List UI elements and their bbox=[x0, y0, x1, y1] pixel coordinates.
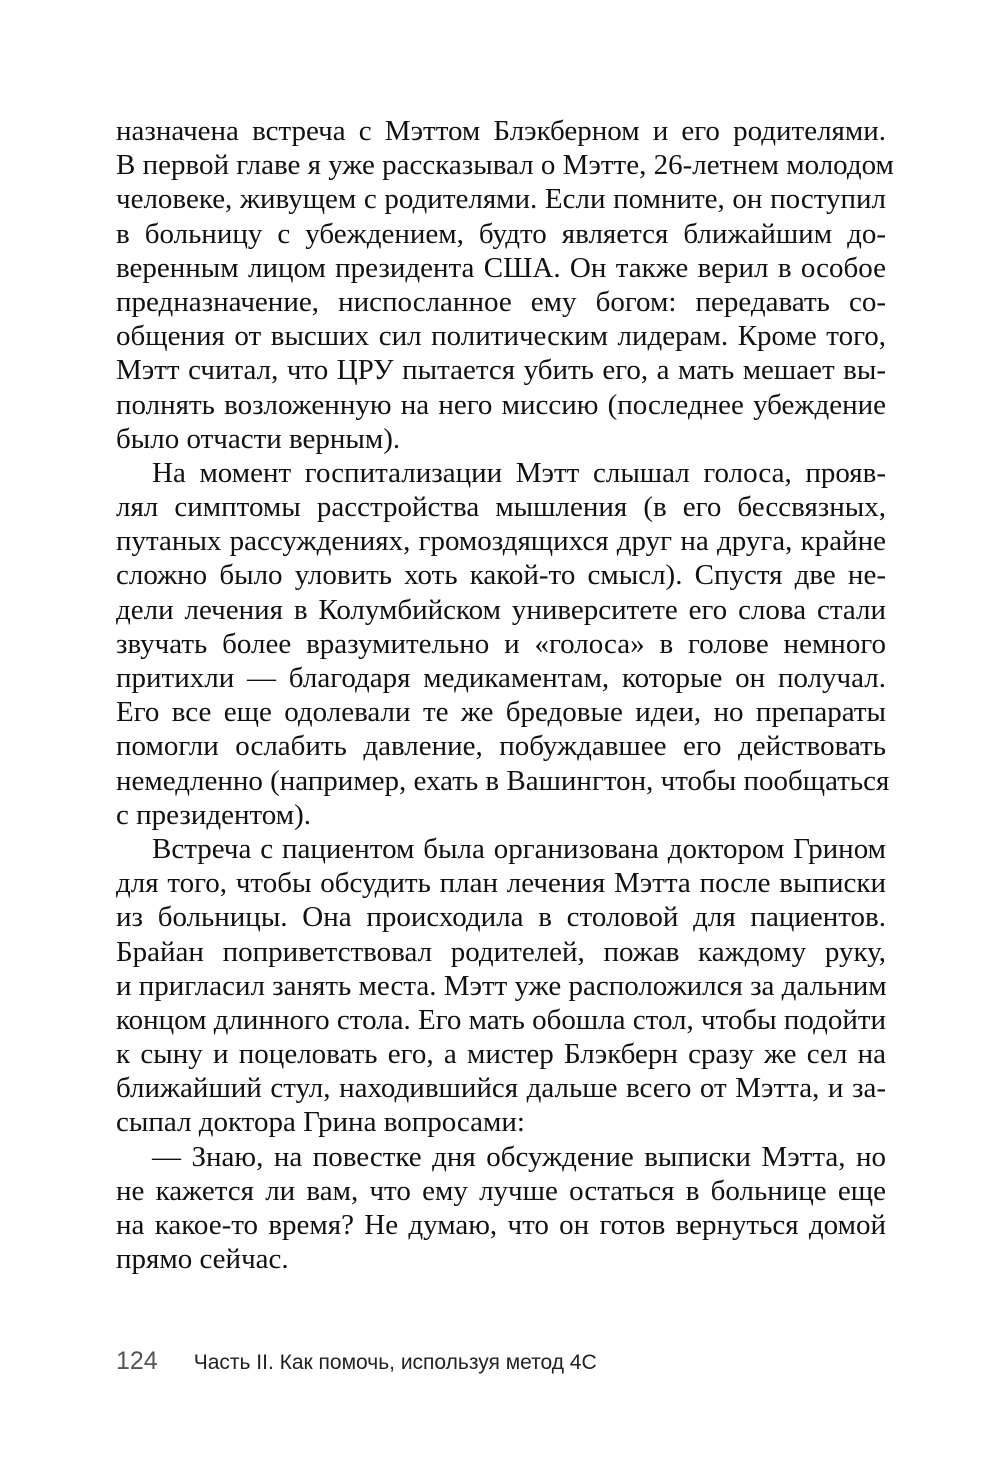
page-number: 124 bbox=[116, 1347, 158, 1375]
text-line: к сыну и поцеловать его, а мистер Блэкберн сразу же сел на bbox=[116, 1038, 886, 1071]
text-line: притихли — благодаря медикаментам, которые он получал. bbox=[116, 662, 886, 694]
text-line: и пригласил занять места. Мэтт уже расположился за дальним bbox=[116, 969, 887, 1002]
paragraph bbox=[116, 832, 886, 1140]
text-line: предназначение, ниспосланное ему богом: передавать со- bbox=[116, 285, 886, 318]
page-footer bbox=[116, 1346, 597, 1376]
text-line: ближайший стул, находившийся дальше всего от Мэтта, и за- bbox=[116, 1072, 886, 1105]
text-line: веренным лицом президента США. Он также верил в особое bbox=[116, 251, 886, 284]
text-line: немедленно (например, ехать в Вашингтон, чтобы пообщаться bbox=[116, 764, 890, 797]
text-line: прямо сейчас. bbox=[116, 1243, 289, 1276]
text-line: В первой главе я уже рассказывал о Мэтте, 26-летнем молодом bbox=[116, 149, 894, 182]
text-line: Встреча с пациентом была организована доктором Грином bbox=[152, 832, 886, 865]
text-line: путаных рассуждениях, громоздящихся друг на друга, крайне bbox=[116, 525, 886, 558]
text-line: было отчасти верным). bbox=[116, 422, 401, 455]
text-line: для того, чтобы обсудить план лечения Мэтта после выписки bbox=[116, 867, 886, 900]
paragraph bbox=[116, 114, 894, 456]
text-line: Мэтт считал, что ЦРУ пытается убить его, а мать мешает вы- bbox=[116, 354, 886, 387]
text-line: Его все еще одолевали те же бредовые идеи, но препараты bbox=[116, 696, 886, 729]
text-line: с президентом). bbox=[116, 798, 311, 831]
text-line: общения от высших сил политическим лидерам. Кроме того, bbox=[116, 320, 886, 353]
text-line: помогли ослабить давление, побуждавшее его действовать bbox=[116, 730, 886, 763]
text-line: в больницу с убеждением, будто является ближайшим до- bbox=[116, 217, 886, 250]
text-line: не кажется ли вам, что ему лучше остаться в больнице еще bbox=[116, 1174, 886, 1207]
text-line: полнять возложенную на него миссию (последнее убеждение bbox=[116, 388, 886, 421]
running-head: Часть II. Как помочь, используя метод 4C bbox=[193, 1351, 597, 1374]
text-line: концом длинного стола. Его мать обошла стол, чтобы подойти bbox=[116, 1003, 887, 1036]
text-line: звучать более вразумительно и «голоса» в голове немного bbox=[116, 627, 886, 660]
text-line: сыпал доктора Грина вопросами: bbox=[116, 1106, 525, 1139]
text-line: дели лечения в Колумбийском университете его слова стали bbox=[116, 593, 886, 626]
text-line: Брайан поприветствовал родителей, пожав каждому руку, bbox=[116, 935, 886, 968]
paragraph bbox=[116, 456, 890, 832]
text-line: человеке, живущем с родителями. Если помните, он поступил bbox=[116, 183, 886, 216]
text-line: из больницы. Она происходила в столовой для пациентов. bbox=[116, 901, 886, 934]
text-line: — Знаю, на повестке дня обсуждение выписки Мэтта, но bbox=[152, 1140, 886, 1173]
text-line: сложно было уловить хоть какой-то смысл). Спустя две не- bbox=[116, 559, 886, 592]
paragraph bbox=[116, 1140, 886, 1277]
text-line: На момент госпитализации Мэтт слышал голоса, прояв- bbox=[152, 456, 886, 489]
text-line: назначена встреча с Мэттом Блэкберном и его родителями. bbox=[116, 115, 886, 147]
body-text bbox=[116, 114, 894, 1276]
text-line: на какое-то время? Не думаю, что он готов вернуться домой bbox=[116, 1209, 886, 1241]
text-line: лял симптомы расстройства мышления (в его бессвязных, bbox=[116, 491, 886, 524]
